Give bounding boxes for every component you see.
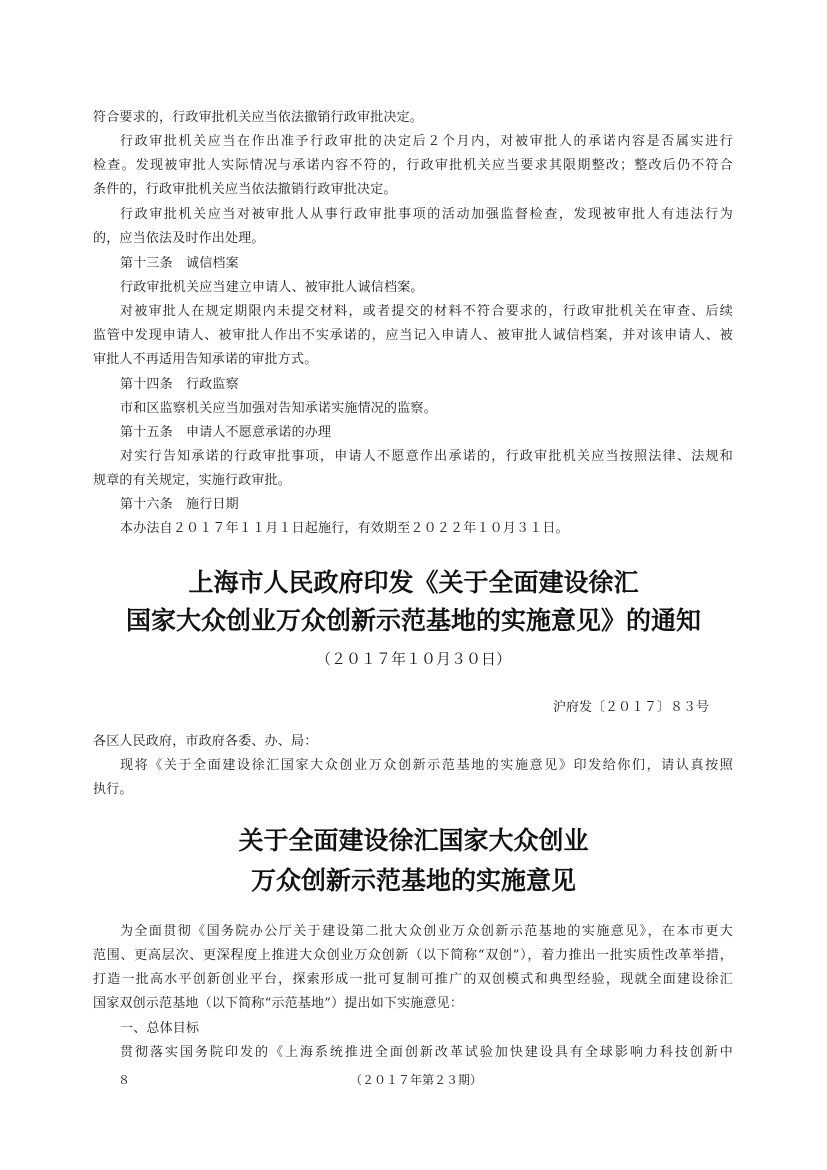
text-line: 符合要求的，行政审批机关应当依法撤销行政审批决定。 <box>93 110 424 125</box>
text-line: 的，应当依法及时作出处理。 <box>93 231 265 246</box>
text-line: 打造一批高水平创新创业平台，探索形成一批可复制可推广的双创模式和典型经验，现就全面建设徐汇 <box>93 972 733 987</box>
text-line: 为全面贯彻《国务院办公厅关于建设第二批大众创业万众创新示范基地的实施意见》，在本市更大 <box>120 924 733 939</box>
text-line: 行政审批机关应当对被审批人从事行政审批事项的活动加强监督检查，发现被审批人有违法行为 <box>120 207 733 222</box>
notice-title-line-2: 国家大众创业万众创新示范基地的实施意见》的通知 <box>125 606 701 635</box>
text-line: 对实行告知承诺的行政审批事项，申请人不愿意作出承诺的，行政审批机关应当按照法律、法规和 <box>120 449 733 464</box>
text-line: 条件的，行政审批机关应当依法撤销行政审批决定。 <box>93 182 397 197</box>
text-line: 国家双创示范基地（以下简称“示范基地”）提出如下实施意见： <box>93 996 464 1011</box>
article-heading-13: 第十三条 诚信档案 <box>120 256 239 271</box>
text-line: 贯彻落实国务院印发的《上海系统推进全面创新改革试验加快建设具有全球影响力科技创新中 <box>120 1045 733 1060</box>
issue-label: （２０１７年第２３期） <box>350 1073 483 1087</box>
text-line: 本办法自２０１７年１１月１日起施行，有效期至２０２２年１０月３１日。 <box>120 521 569 536</box>
notice-date: （２０１７年１０月３０日） <box>315 650 511 668</box>
document-number: 沪府发〔２０１７〕８３号 <box>552 700 709 715</box>
page-number: ８ <box>118 1073 131 1087</box>
text-line: 市和区监察机关应当加强对告知承诺实施情况的监察。 <box>120 401 437 416</box>
addressee: 各区人民政府，市政府各委、办、局： <box>93 734 318 749</box>
section-heading-1: 一、总体目标 <box>120 1021 200 1036</box>
text-line: 监管中发现申请人、被审批人作出不实承诺的，应当记入申请人、被审批人诚信档案，并对该申请人、被 <box>93 328 733 343</box>
opinion-title-line-1: 关于全面建设徐汇国家大众创业 <box>238 826 589 855</box>
text-line: 规章的有关规定，实施行政审批。 <box>93 473 292 488</box>
text-line: 检查。发现被审批人实际情况与承诺内容不符的，行政审批机关应当要求其限期整改；整改后仍不符合 <box>93 158 733 173</box>
text-line: 对被审批人在规定期限内未提交材料，或者提交的材料不符合要求的，行政审批机关在审查、后续 <box>120 304 733 319</box>
text-line: 范围、更高层次、更深程度上推进大众创业万众创新（以下简称“双创”），着力推出一批实质性改革举措， <box>93 948 733 963</box>
text-line: 现将《关于全面建设徐汇国家大众创业万众创新示范基地的实施意见》印发给你们，请认真按照 <box>120 758 733 773</box>
article-heading-15: 第十五条 申请人不愿意承诺的办理 <box>120 425 332 440</box>
opinion-title-line-2: 万众创新示范基地的实施意见 <box>250 866 576 895</box>
text-line: 行政审批机关应当在作出准予行政审批的决定后２个月内，对被审批人的承诺内容是否属实进行 <box>120 134 733 149</box>
article-heading-16: 第十六条 施行日期 <box>120 497 239 512</box>
text-line: 行政审批机关应当建立申请人、被审批人诚信档案。 <box>120 280 424 295</box>
text-line: 审批人不再适用告知承诺的审批方式。 <box>93 352 318 367</box>
text-line: 执行。 <box>93 782 133 797</box>
notice-title-line-1: 上海市人民政府印发《关于全面建设徐汇 <box>188 568 639 597</box>
article-heading-14: 第十四条 行政监察 <box>120 377 239 392</box>
